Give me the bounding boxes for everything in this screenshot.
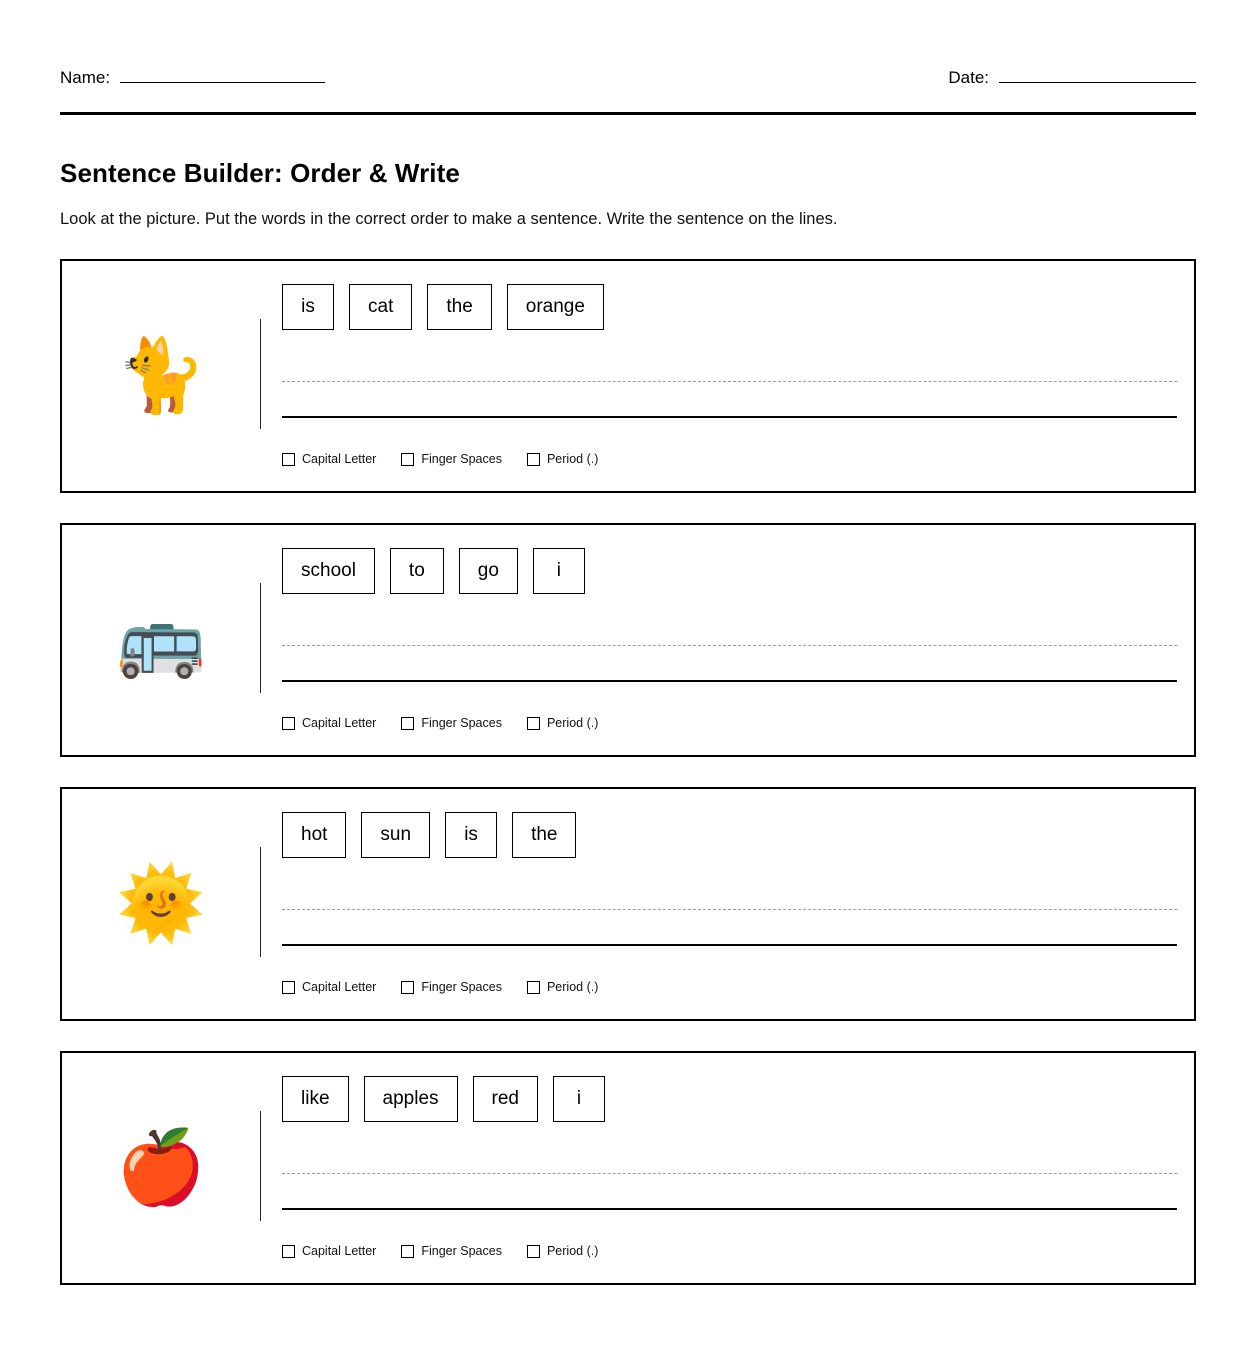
- checklist-label: Capital Letter: [302, 452, 377, 466]
- exercise-picture-cell: [62, 1053, 260, 1283]
- word-tile[interactable]: i: [533, 548, 585, 594]
- writing-lines[interactable]: [282, 381, 1177, 421]
- word-tile[interactable]: red: [473, 1076, 538, 1122]
- checklist-item[interactable]: [401, 1244, 502, 1258]
- date-write-line[interactable]: [999, 81, 1196, 83]
- worksheet-header: [60, 0, 1196, 88]
- exercise-picture-cell: [62, 525, 260, 755]
- checklist-item[interactable]: [527, 452, 598, 466]
- checkbox-icon[interactable]: [527, 717, 540, 730]
- checklist-label: Period (.): [546, 1244, 599, 1258]
- checkbox-icon[interactable]: [401, 453, 414, 466]
- checkbox-icon[interactable]: [527, 981, 540, 994]
- word-tile[interactable]: is: [445, 812, 497, 858]
- checkbox-icon[interactable]: [401, 1245, 414, 1258]
- checkbox-icon[interactable]: [282, 1245, 295, 1258]
- checklist-item[interactable]: [282, 1244, 376, 1258]
- checklist-row: [282, 980, 1177, 994]
- checkbox-icon[interactable]: [282, 981, 295, 994]
- checklist-row: [282, 716, 1177, 730]
- word-tile[interactable]: sun: [361, 812, 430, 858]
- checklist-item[interactable]: [401, 980, 502, 994]
- word-tile[interactable]: to: [390, 548, 444, 594]
- word-tile[interactable]: school: [282, 548, 375, 594]
- exercise-item: [60, 259, 1196, 493]
- checkbox-icon[interactable]: [401, 981, 414, 994]
- checklist-label: Period (.): [546, 716, 599, 730]
- checkbox-icon[interactable]: [527, 453, 540, 466]
- word-bank: [282, 284, 1177, 330]
- word-tile[interactable]: cat: [349, 284, 412, 330]
- apple-icon: 🍎: [116, 1128, 206, 1208]
- checklist-label: Period (.): [546, 980, 599, 994]
- exercise-work-area: [261, 525, 1195, 755]
- word-tile[interactable]: the: [427, 284, 491, 330]
- writing-lines[interactable]: [282, 909, 1177, 949]
- checkbox-icon[interactable]: [527, 1245, 540, 1258]
- checklist-item[interactable]: [527, 1244, 598, 1258]
- dashed-midline: [282, 381, 1177, 382]
- word-bank: [282, 812, 1177, 858]
- solid-baseline: [282, 944, 1177, 946]
- word-bank: [282, 1076, 1177, 1122]
- word-tile[interactable]: go: [459, 548, 518, 594]
- checklist-item[interactable]: [401, 452, 502, 466]
- word-bank: [282, 548, 1177, 594]
- writing-lines[interactable]: [282, 645, 1177, 685]
- dashed-midline: [282, 1173, 1177, 1174]
- word-tile[interactable]: like: [282, 1076, 349, 1122]
- checklist-row: [282, 1244, 1177, 1258]
- exercise-item: [60, 523, 1196, 757]
- checklist-label: Capital Letter: [302, 980, 377, 994]
- cat-icon: 🐈: [116, 336, 206, 416]
- checklist-label: Period (.): [546, 452, 599, 466]
- header-divider: [60, 112, 1196, 115]
- date-field: [948, 68, 1196, 88]
- dashed-midline: [282, 645, 1177, 646]
- solid-baseline: [282, 416, 1177, 418]
- checkbox-icon[interactable]: [282, 453, 295, 466]
- instructions-text: Look at the picture. Put the words in the correct order to make a sentence. Write the sentence on the lines.: [60, 210, 838, 228]
- exercise-list: [60, 259, 1196, 1285]
- checklist-item[interactable]: [282, 716, 376, 730]
- bus-icon: 🚌: [116, 600, 206, 680]
- checklist-label: Finger Spaces: [421, 452, 502, 466]
- dashed-midline: [282, 909, 1177, 910]
- checklist-label: Capital Letter: [302, 716, 377, 730]
- exercise-work-area: [261, 1053, 1195, 1283]
- exercise-picture-cell: [62, 261, 260, 491]
- exercise-item: [60, 1051, 1196, 1285]
- date-label: Date:: [948, 68, 989, 87]
- word-tile[interactable]: is: [282, 284, 334, 330]
- name-write-line[interactable]: [120, 81, 325, 83]
- page-title: Sentence Builder: Order & Write: [60, 158, 460, 188]
- exercise-work-area: [261, 789, 1195, 1019]
- checklist-label: Capital Letter: [302, 1244, 377, 1258]
- checkbox-icon[interactable]: [282, 717, 295, 730]
- solid-baseline: [282, 680, 1177, 682]
- writing-lines[interactable]: [282, 1173, 1177, 1213]
- checklist-item[interactable]: [527, 980, 598, 994]
- word-tile[interactable]: the: [512, 812, 576, 858]
- checklist-label: Finger Spaces: [421, 716, 502, 730]
- name-field: [60, 68, 325, 88]
- checklist-label: Finger Spaces: [421, 980, 502, 994]
- checklist-label: Finger Spaces: [421, 1244, 502, 1258]
- checkbox-icon[interactable]: [401, 717, 414, 730]
- checklist-item[interactable]: [527, 716, 598, 730]
- exercise-picture-cell: [62, 789, 260, 1019]
- sun-icon: 🌞: [116, 864, 206, 944]
- checklist-row: [282, 452, 1177, 466]
- checklist-item[interactable]: [401, 716, 502, 730]
- checklist-item[interactable]: [282, 980, 376, 994]
- exercise-work-area: [261, 261, 1195, 491]
- word-tile[interactable]: orange: [507, 284, 604, 330]
- exercise-item: [60, 787, 1196, 1021]
- word-tile[interactable]: apples: [364, 1076, 458, 1122]
- name-label: Name:: [60, 68, 111, 87]
- checklist-item[interactable]: [282, 452, 376, 466]
- solid-baseline: [282, 1208, 1177, 1210]
- word-tile[interactable]: hot: [282, 812, 346, 858]
- word-tile[interactable]: i: [553, 1076, 605, 1122]
